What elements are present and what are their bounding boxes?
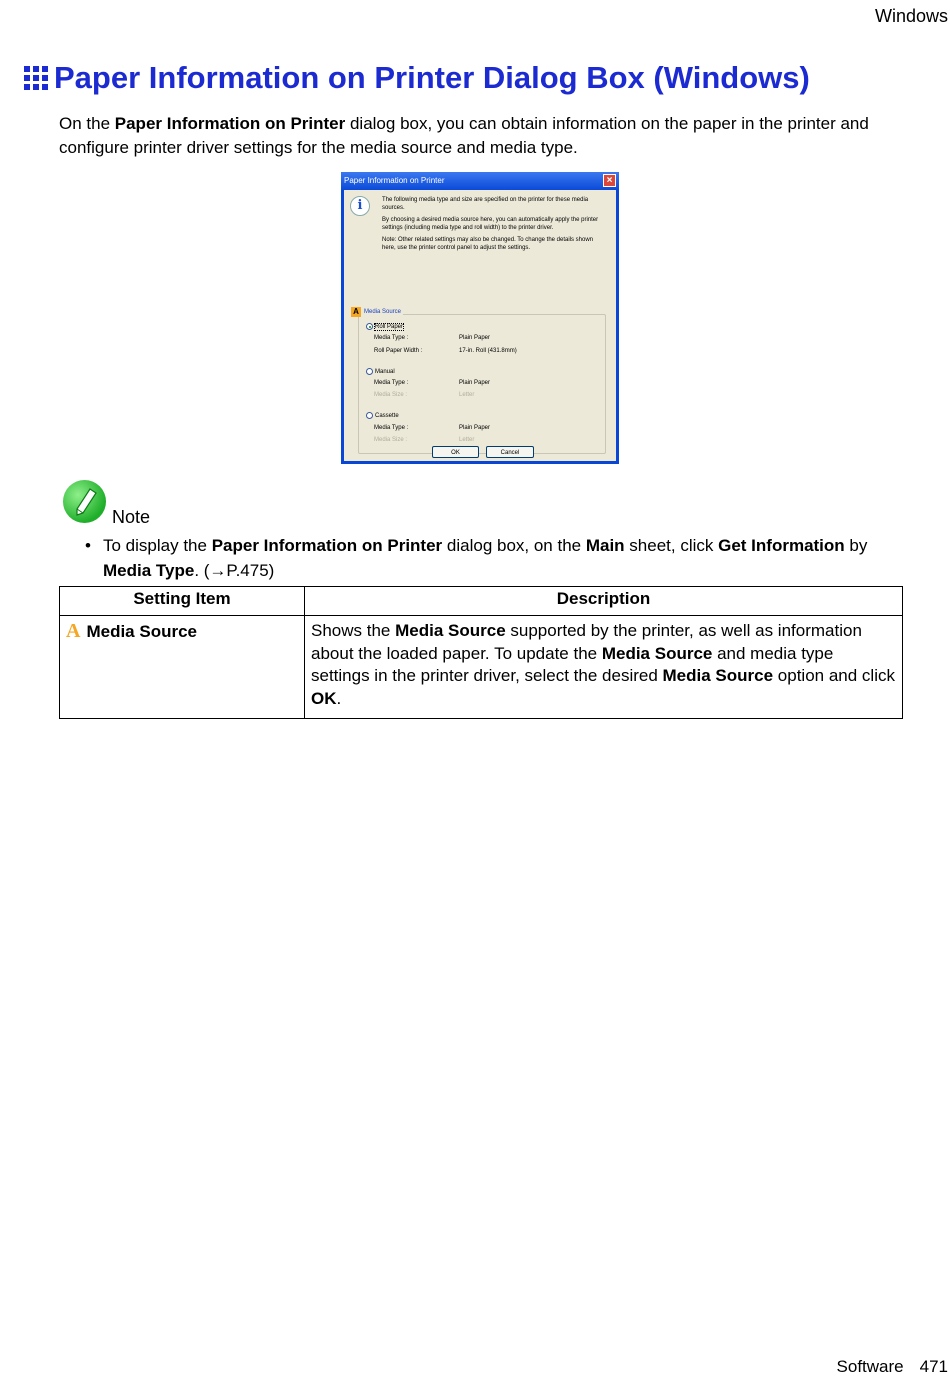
intro-paragraph: On the Paper Information on Printer dialog box, you can obtain information on the paper in the printer and configure printer driver settings for the media source and media type. <box>59 114 869 157</box>
page-title-row <box>24 60 810 96</box>
dialog-text-2: By choosing a desired media source here, you can automatically apply the printer settings (including media type and roll width) to the printer driver. <box>382 217 599 231</box>
manual-label: Manual <box>375 368 395 375</box>
grid-icon <box>24 66 48 90</box>
dialog-titlebar <box>341 172 619 190</box>
cancel-button[interactable]: Cancel <box>486 446 534 458</box>
roll-paper-label: Roll Paper <box>375 323 404 330</box>
bullet-dot: • <box>85 536 91 555</box>
setting-item-cell: A Media Source <box>60 616 305 719</box>
dialog-text-3: Note: Other related settings may also be changed. To change the details shown here, use the printer control panel to adjust the settings. <box>382 237 594 251</box>
page-number: 471 <box>919 1357 948 1376</box>
dialog-body: i The following media type and size are specified on the printer for these media sources. By choosing a desired media source here, you can automatically apply the printer settings (including media type and roll width) to the printer driver. Note: Other related settings may also be changed. To change the details shown here, use the printer control panel to adjust the settings. A Media Source Roll Paper Media Type : Plain Paper Roll Paper Width : 17-in. Roll (431.8mm) Manual Media Type : Plain Paper Media Size : Letter Cassette Media Type : Plain Paper Media Size : Letter OK Cancel <box>344 190 616 461</box>
media-source-group-label: A Media Source <box>349 307 403 317</box>
dialog-text-1: The following media type and size are specified on the printer for these media sources. <box>382 197 589 211</box>
ok-button[interactable]: OK <box>432 446 479 458</box>
roll-paper-radio[interactable] <box>366 323 403 330</box>
description-cell: Shows the Media Source supported by the printer, as well as information about the loaded paper. To update the Media Source and media type settings in the printer driver, select the desired Media Source option and click OK. <box>305 616 903 719</box>
column-header-description: Description <box>305 587 903 616</box>
page-footer <box>837 1357 948 1377</box>
radio-icon <box>366 368 373 375</box>
dialog-title: Paper Information on Printer <box>344 176 445 185</box>
radio-selected-icon <box>366 323 373 330</box>
table-row <box>60 616 903 719</box>
dialog-message <box>382 197 604 257</box>
dialog-screenshot <box>341 172 619 464</box>
settings-table <box>59 586 903 719</box>
column-header-setting-item: Setting Item <box>60 587 305 616</box>
table-header-row <box>60 587 903 616</box>
callout-a-badge: A <box>351 307 361 317</box>
footer-section: Software <box>836 1357 904 1376</box>
note-bullet <box>85 533 905 583</box>
cassette-radio[interactable] <box>366 412 399 419</box>
cassette-label: Cassette <box>375 412 399 419</box>
close-icon[interactable]: × <box>603 174 616 187</box>
note-text: To display the Paper Information on Printer dialog box, on the Main sheet, click Get Information by Media Type. (→P.475) <box>103 536 868 580</box>
callout-a-marker: A <box>66 620 81 642</box>
radio-icon <box>366 412 373 419</box>
note-label: Note <box>112 507 151 527</box>
pencil-note-icon <box>63 480 106 523</box>
info-icon: i <box>350 196 370 216</box>
section-header: Windows <box>874 6 948 26</box>
manual-radio[interactable] <box>366 368 395 375</box>
page-link[interactable]: . (→P.475) <box>194 561 275 580</box>
page-title: Paper Information on Printer Dialog Box (Windows) <box>54 60 810 95</box>
